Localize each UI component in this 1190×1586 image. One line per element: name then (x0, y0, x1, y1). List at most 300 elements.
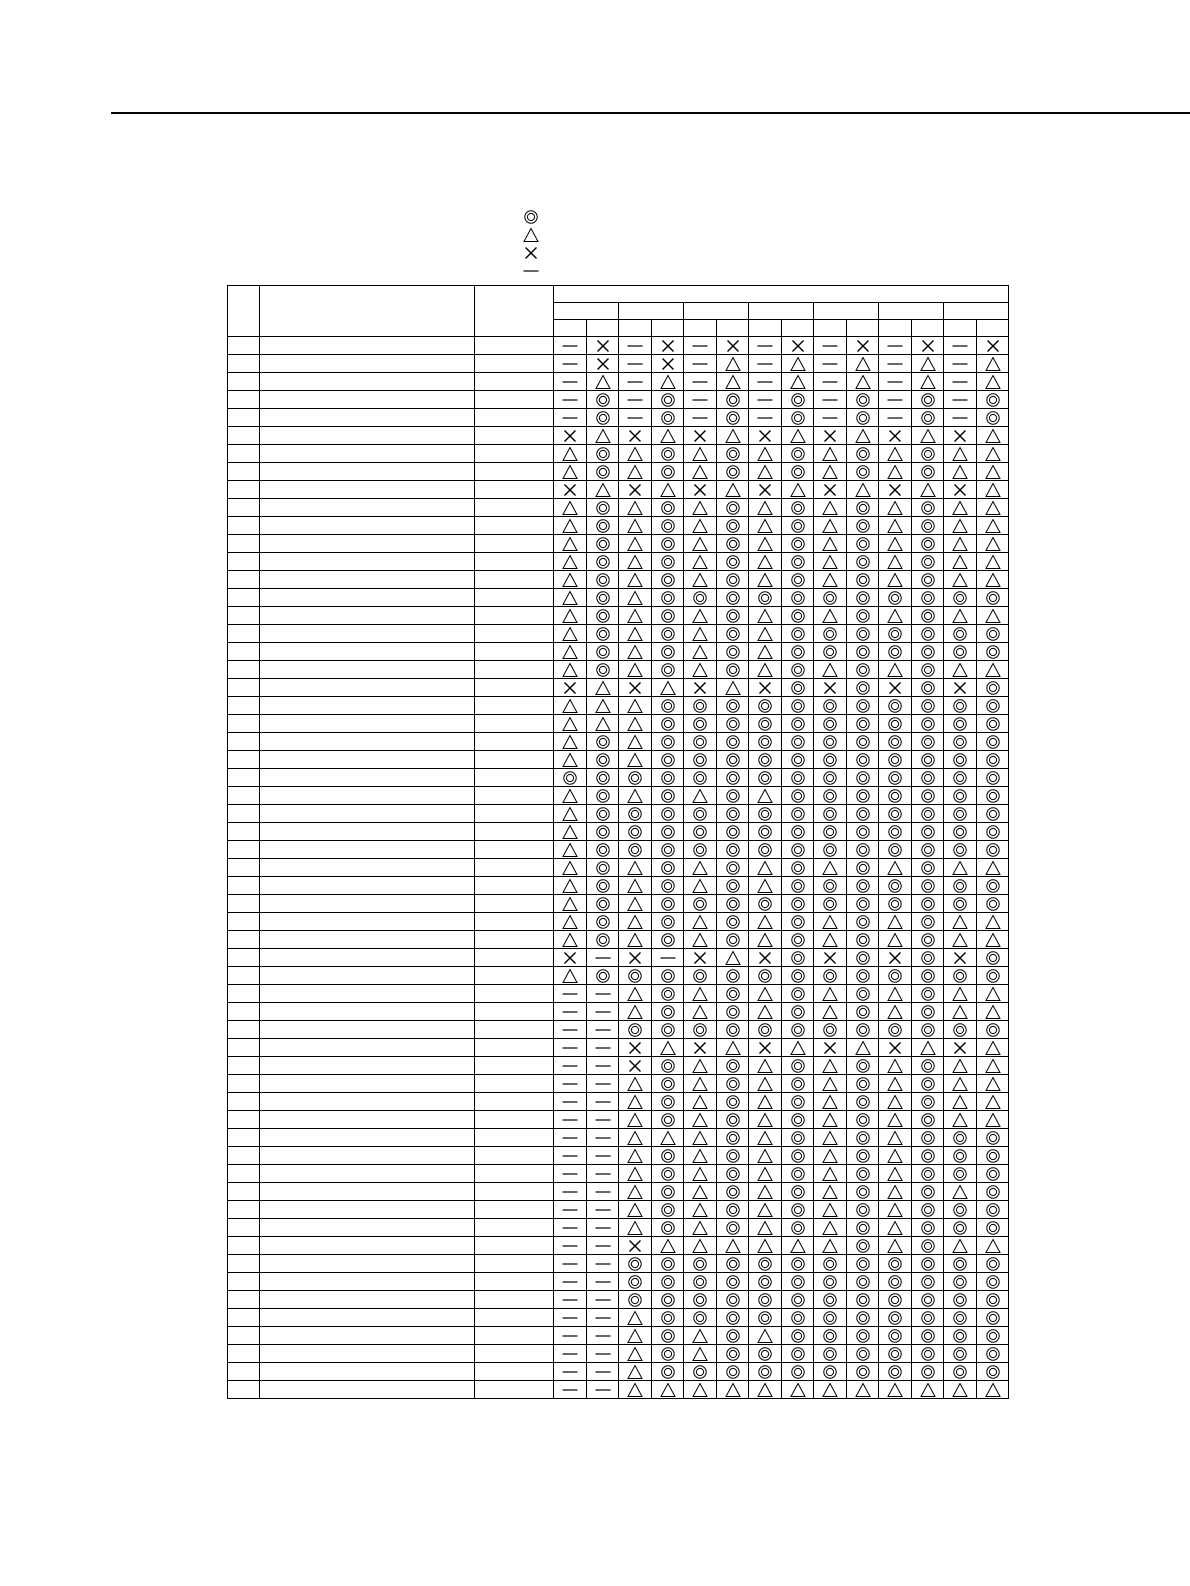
table-row (228, 1291, 1009, 1309)
symbol-cell (879, 751, 912, 769)
symbol-cell (619, 1345, 652, 1363)
double-circle-icon (725, 644, 741, 660)
symbol-cell (554, 391, 587, 409)
symbol-cell (684, 1093, 717, 1111)
symbol-cell (782, 625, 814, 643)
dash-icon (952, 338, 968, 354)
symbol-cell (879, 553, 912, 571)
triangle-icon (627, 1346, 643, 1362)
header-cell-group (554, 303, 619, 320)
symbol-cell (587, 1183, 619, 1201)
cross-icon (887, 950, 903, 966)
row-number-cell (228, 841, 260, 859)
symbol-cell (944, 1147, 977, 1165)
dash-icon (595, 1022, 611, 1038)
double-circle-icon (920, 968, 936, 984)
triangle-icon (627, 752, 643, 768)
symbol-cell (912, 1363, 944, 1381)
symbol-cell (977, 823, 1009, 841)
triangle-icon (660, 428, 676, 444)
double-circle-icon (920, 590, 936, 606)
triangle-icon (985, 662, 1001, 678)
symbol-cell (847, 409, 879, 427)
row-label-cell (260, 1165, 475, 1183)
symbol-cell (749, 733, 782, 751)
triangle-icon (952, 662, 968, 678)
symbol-cell (814, 1003, 847, 1021)
symbol-cell (912, 787, 944, 805)
double-circle-icon (920, 878, 936, 894)
dash-icon (595, 1148, 611, 1164)
triangle-icon (562, 734, 578, 750)
symbol-cell (782, 1183, 814, 1201)
double-circle-icon (920, 1166, 936, 1182)
symbol-cell (619, 895, 652, 913)
symbol-cell (684, 607, 717, 625)
double-circle-icon (887, 590, 903, 606)
symbol-cell (782, 733, 814, 751)
symbol-cell (944, 949, 977, 967)
triangle-icon (952, 1184, 968, 1200)
row-number-cell (228, 769, 260, 787)
symbol-cell (619, 355, 652, 373)
triangle-icon (985, 482, 1001, 498)
symbol-cell (912, 1093, 944, 1111)
symbol-cell (554, 859, 587, 877)
symbol-cell (652, 1201, 684, 1219)
symbol-cell (912, 463, 944, 481)
symbol-cell (814, 877, 847, 895)
triangle-icon (952, 1238, 968, 1254)
double-circle-icon (952, 968, 968, 984)
triangle-icon (855, 482, 871, 498)
symbol-cell (977, 553, 1009, 571)
symbol-cell (814, 337, 847, 355)
triangle-icon (920, 374, 936, 390)
symbol-cell (977, 643, 1009, 661)
symbol-cell (879, 409, 912, 427)
triangle-icon (757, 788, 773, 804)
double-circle-icon (725, 554, 741, 570)
row-number-cell (228, 967, 260, 985)
symbol-cell (652, 949, 684, 967)
table-row (228, 571, 1009, 589)
double-circle-icon (790, 572, 806, 588)
symbol-cell (879, 679, 912, 697)
triangle-icon (985, 500, 1001, 516)
symbol-cell (879, 697, 912, 715)
triangle-icon (985, 356, 1001, 372)
symbol-cell (652, 1273, 684, 1291)
symbol-cell (749, 373, 782, 391)
dash-icon (562, 986, 578, 1002)
double-circle-icon (725, 932, 741, 948)
symbol-cell (684, 1183, 717, 1201)
double-circle-icon (887, 896, 903, 912)
header-cell-item (260, 286, 475, 337)
symbol-cell (717, 1201, 749, 1219)
triangle-icon (985, 1040, 1001, 1056)
double-circle-icon (660, 1346, 676, 1362)
symbol-cell (912, 1003, 944, 1021)
double-circle-icon (757, 1310, 773, 1326)
symbol-cell (944, 409, 977, 427)
dash-icon (562, 1382, 578, 1398)
symbol-cell (619, 1129, 652, 1147)
row-number-cell (228, 895, 260, 913)
symbol-cell (619, 463, 652, 481)
double-circle-icon (855, 626, 871, 642)
cross-icon (627, 680, 643, 696)
symbol-cell (912, 571, 944, 589)
double-circle-icon (790, 914, 806, 930)
symbol-cell (619, 913, 652, 931)
double-circle-icon (790, 1256, 806, 1272)
symbol-cell (912, 355, 944, 373)
table-row (228, 517, 1009, 535)
symbol-cell (912, 949, 944, 967)
double-circle-icon (952, 1022, 968, 1038)
double-circle-icon (660, 752, 676, 768)
symbol-cell (619, 769, 652, 787)
symbol-cell (717, 787, 749, 805)
symbol-cell (879, 1057, 912, 1075)
symbol-cell (814, 1219, 847, 1237)
triangle-icon (692, 1166, 708, 1182)
dash-icon (660, 950, 676, 966)
symbol-cell (619, 733, 652, 751)
symbol-cell (619, 661, 652, 679)
double-circle-icon (822, 734, 838, 750)
cross-icon (855, 338, 871, 354)
symbol-cell (814, 355, 847, 373)
triangle-icon (985, 554, 1001, 570)
symbol-cell (684, 805, 717, 823)
symbol-cell (912, 985, 944, 1003)
symbol-cell (717, 1237, 749, 1255)
symbol-cell (782, 1129, 814, 1147)
row-number-cell (228, 1021, 260, 1039)
symbol-table (227, 285, 1009, 1399)
double-circle-icon (595, 878, 611, 894)
symbol-cell (847, 571, 879, 589)
table-row (228, 859, 1009, 877)
symbol-cell (717, 553, 749, 571)
double-circle-icon (790, 842, 806, 858)
header-row (228, 286, 1009, 303)
double-circle-icon (855, 464, 871, 480)
double-circle-icon (822, 824, 838, 840)
symbol-cell (847, 1165, 879, 1183)
symbol-cell (879, 1147, 912, 1165)
row-label-cell (260, 661, 475, 679)
double-circle-icon (920, 554, 936, 570)
symbol-cell (977, 373, 1009, 391)
symbol-cell (554, 733, 587, 751)
triangle-icon (692, 788, 708, 804)
symbol-cell (912, 1219, 944, 1237)
triangle-icon (790, 1238, 806, 1254)
symbol-cell (587, 571, 619, 589)
row-number-cell (228, 499, 260, 517)
double-circle-icon (660, 554, 676, 570)
symbol-cell (912, 607, 944, 625)
triangle-icon (692, 1202, 708, 1218)
symbol-cell (684, 769, 717, 787)
symbol-cell (977, 1219, 1009, 1237)
header-cell-subcolumn (749, 320, 782, 337)
row-number-cell (228, 517, 260, 535)
double-circle-icon (660, 1310, 676, 1326)
double-circle-icon (660, 572, 676, 588)
double-circle-icon (595, 572, 611, 588)
table-row (228, 715, 1009, 733)
triangle-icon (562, 878, 578, 894)
symbol-cell (684, 553, 717, 571)
triangle-icon (562, 968, 578, 984)
row-category-cell (475, 661, 554, 679)
dash-icon (562, 1220, 578, 1236)
triangle-icon (627, 1310, 643, 1326)
symbol-cell (814, 535, 847, 553)
cross-icon (627, 1058, 643, 1074)
row-category-cell (475, 697, 554, 715)
double-circle-icon (790, 446, 806, 462)
symbol-cell (554, 1111, 587, 1129)
symbol-cell (684, 1021, 717, 1039)
symbol-cell (587, 553, 619, 571)
symbol-cell (749, 463, 782, 481)
double-circle-icon (790, 410, 806, 426)
symbol-cell (912, 679, 944, 697)
row-label-cell (260, 949, 475, 967)
double-circle-icon (855, 698, 871, 714)
double-circle-icon (920, 788, 936, 804)
symbol-cell (652, 625, 684, 643)
symbol-cell (814, 1381, 847, 1399)
double-circle-icon (985, 1346, 1001, 1362)
cross-icon (627, 1040, 643, 1056)
symbol-cell (652, 1345, 684, 1363)
dash-icon (562, 410, 578, 426)
symbol-cell (587, 1237, 619, 1255)
cross-icon (595, 338, 611, 354)
triangle-icon (523, 227, 539, 243)
triangle-icon (595, 374, 611, 390)
cross-icon (562, 482, 578, 498)
double-circle-icon (627, 770, 643, 786)
symbol-cell (717, 499, 749, 517)
table-row (228, 1003, 1009, 1021)
double-circle-icon (790, 878, 806, 894)
row-label-cell (260, 1291, 475, 1309)
double-circle-icon (920, 1202, 936, 1218)
triangle-icon (692, 1148, 708, 1164)
symbol-cell (814, 715, 847, 733)
table-row (228, 391, 1009, 409)
dash-icon (595, 1040, 611, 1056)
triangle-icon (692, 932, 708, 948)
symbol-cell (587, 355, 619, 373)
triangle-icon (692, 1076, 708, 1092)
header-cell-subcolumn (977, 320, 1009, 337)
symbol-cell (944, 679, 977, 697)
symbol-cell (652, 373, 684, 391)
row-label-cell (260, 877, 475, 895)
symbol-cell (847, 355, 879, 373)
symbol-cell (717, 913, 749, 931)
double-circle-icon (725, 1364, 741, 1380)
triangle-icon (822, 1094, 838, 1110)
double-circle-icon (595, 392, 611, 408)
cross-icon (562, 950, 578, 966)
symbol-cell (684, 337, 717, 355)
table-row (228, 661, 1009, 679)
double-circle-icon (660, 1328, 676, 1344)
double-circle-icon (725, 1220, 741, 1236)
symbol-cell (749, 607, 782, 625)
legend (520, 208, 542, 280)
double-circle-icon (660, 1022, 676, 1038)
double-circle-icon (985, 392, 1001, 408)
triangle-icon (627, 1148, 643, 1164)
double-circle-icon (692, 1310, 708, 1326)
symbol-cell (879, 445, 912, 463)
symbol-cell (879, 337, 912, 355)
double-circle-icon (920, 1274, 936, 1290)
triangle-icon (725, 482, 741, 498)
double-circle-icon (855, 536, 871, 552)
symbol-cell (717, 715, 749, 733)
triangle-icon (952, 518, 968, 534)
symbol-cell (652, 715, 684, 733)
dash-icon (595, 950, 611, 966)
double-circle-icon (985, 1220, 1001, 1236)
symbol-cell (782, 1021, 814, 1039)
double-circle-icon (920, 1148, 936, 1164)
symbol-cell (749, 1057, 782, 1075)
double-circle-icon (790, 986, 806, 1002)
symbol-cell (912, 751, 944, 769)
triangle-icon (985, 932, 1001, 948)
symbol-cell (814, 1237, 847, 1255)
double-circle-icon (887, 1274, 903, 1290)
triangle-icon (822, 860, 838, 876)
double-circle-icon (985, 1256, 1001, 1272)
symbol-cell (977, 1291, 1009, 1309)
row-number-cell (228, 373, 260, 391)
symbol-cell (847, 643, 879, 661)
symbol-cell (587, 733, 619, 751)
symbol-cell (652, 481, 684, 499)
dash-icon (562, 1238, 578, 1254)
row-number-cell (228, 1327, 260, 1345)
row-number-cell (228, 1219, 260, 1237)
symbol-cell (749, 1129, 782, 1147)
header-cell-subcolumn (782, 320, 814, 337)
symbol-cell (814, 571, 847, 589)
symbol-cell (879, 1111, 912, 1129)
symbol-cell (749, 427, 782, 445)
symbol-cell (879, 625, 912, 643)
double-circle-icon (952, 1310, 968, 1326)
symbol-cell (912, 931, 944, 949)
dash-icon (562, 374, 578, 390)
double-circle-icon (887, 1256, 903, 1272)
symbol-cell (587, 535, 619, 553)
dash-icon (562, 392, 578, 408)
dash-icon (952, 392, 968, 408)
double-circle-icon (595, 590, 611, 606)
symbol-cell (782, 1201, 814, 1219)
triangle-icon (692, 1058, 708, 1074)
double-circle-icon (822, 770, 838, 786)
symbol-cell (587, 715, 619, 733)
triangle-icon (887, 860, 903, 876)
symbol-cell (782, 445, 814, 463)
row-number-cell (228, 661, 260, 679)
triangle-icon (887, 572, 903, 588)
symbol-cell (814, 841, 847, 859)
double-circle-icon (595, 536, 611, 552)
double-circle-icon (822, 1274, 838, 1290)
symbol-cell (847, 697, 879, 715)
double-circle-icon (855, 1166, 871, 1182)
triangle-icon (985, 464, 1001, 480)
symbol-cell (684, 1327, 717, 1345)
double-circle-icon (790, 1220, 806, 1236)
symbol-cell (977, 1129, 1009, 1147)
row-label-cell (260, 589, 475, 607)
double-circle-icon (822, 1364, 838, 1380)
symbol-cell (912, 1345, 944, 1363)
symbol-cell (554, 913, 587, 931)
symbol-cell (619, 697, 652, 715)
double-circle-icon (790, 752, 806, 768)
symbol-cell (782, 1273, 814, 1291)
dash-icon (822, 374, 838, 390)
symbol-cell (749, 499, 782, 517)
symbol-cell (847, 967, 879, 985)
double-circle-icon (985, 1328, 1001, 1344)
triangle-icon (952, 1112, 968, 1128)
double-circle-icon (660, 1220, 676, 1236)
symbol-cell (587, 1165, 619, 1183)
table-row (228, 355, 1009, 373)
symbol-cell (684, 571, 717, 589)
double-circle-icon (855, 1220, 871, 1236)
symbol-cell (749, 337, 782, 355)
cross-icon (757, 482, 773, 498)
row-label-cell (260, 859, 475, 877)
double-circle-icon (660, 644, 676, 660)
symbol-cell (684, 679, 717, 697)
symbol-cell (847, 1309, 879, 1327)
row-number-cell (228, 1381, 260, 1399)
symbol-cell (619, 607, 652, 625)
row-category-cell (475, 1111, 554, 1129)
symbol-cell (944, 337, 977, 355)
double-circle-icon (855, 842, 871, 858)
row-category-cell (475, 1291, 554, 1309)
dash-icon (562, 1364, 578, 1380)
row-label-cell (260, 499, 475, 517)
symbol-cell (619, 391, 652, 409)
symbol-cell (717, 877, 749, 895)
row-label-cell (260, 985, 475, 1003)
cross-icon (757, 950, 773, 966)
cross-icon (595, 356, 611, 372)
